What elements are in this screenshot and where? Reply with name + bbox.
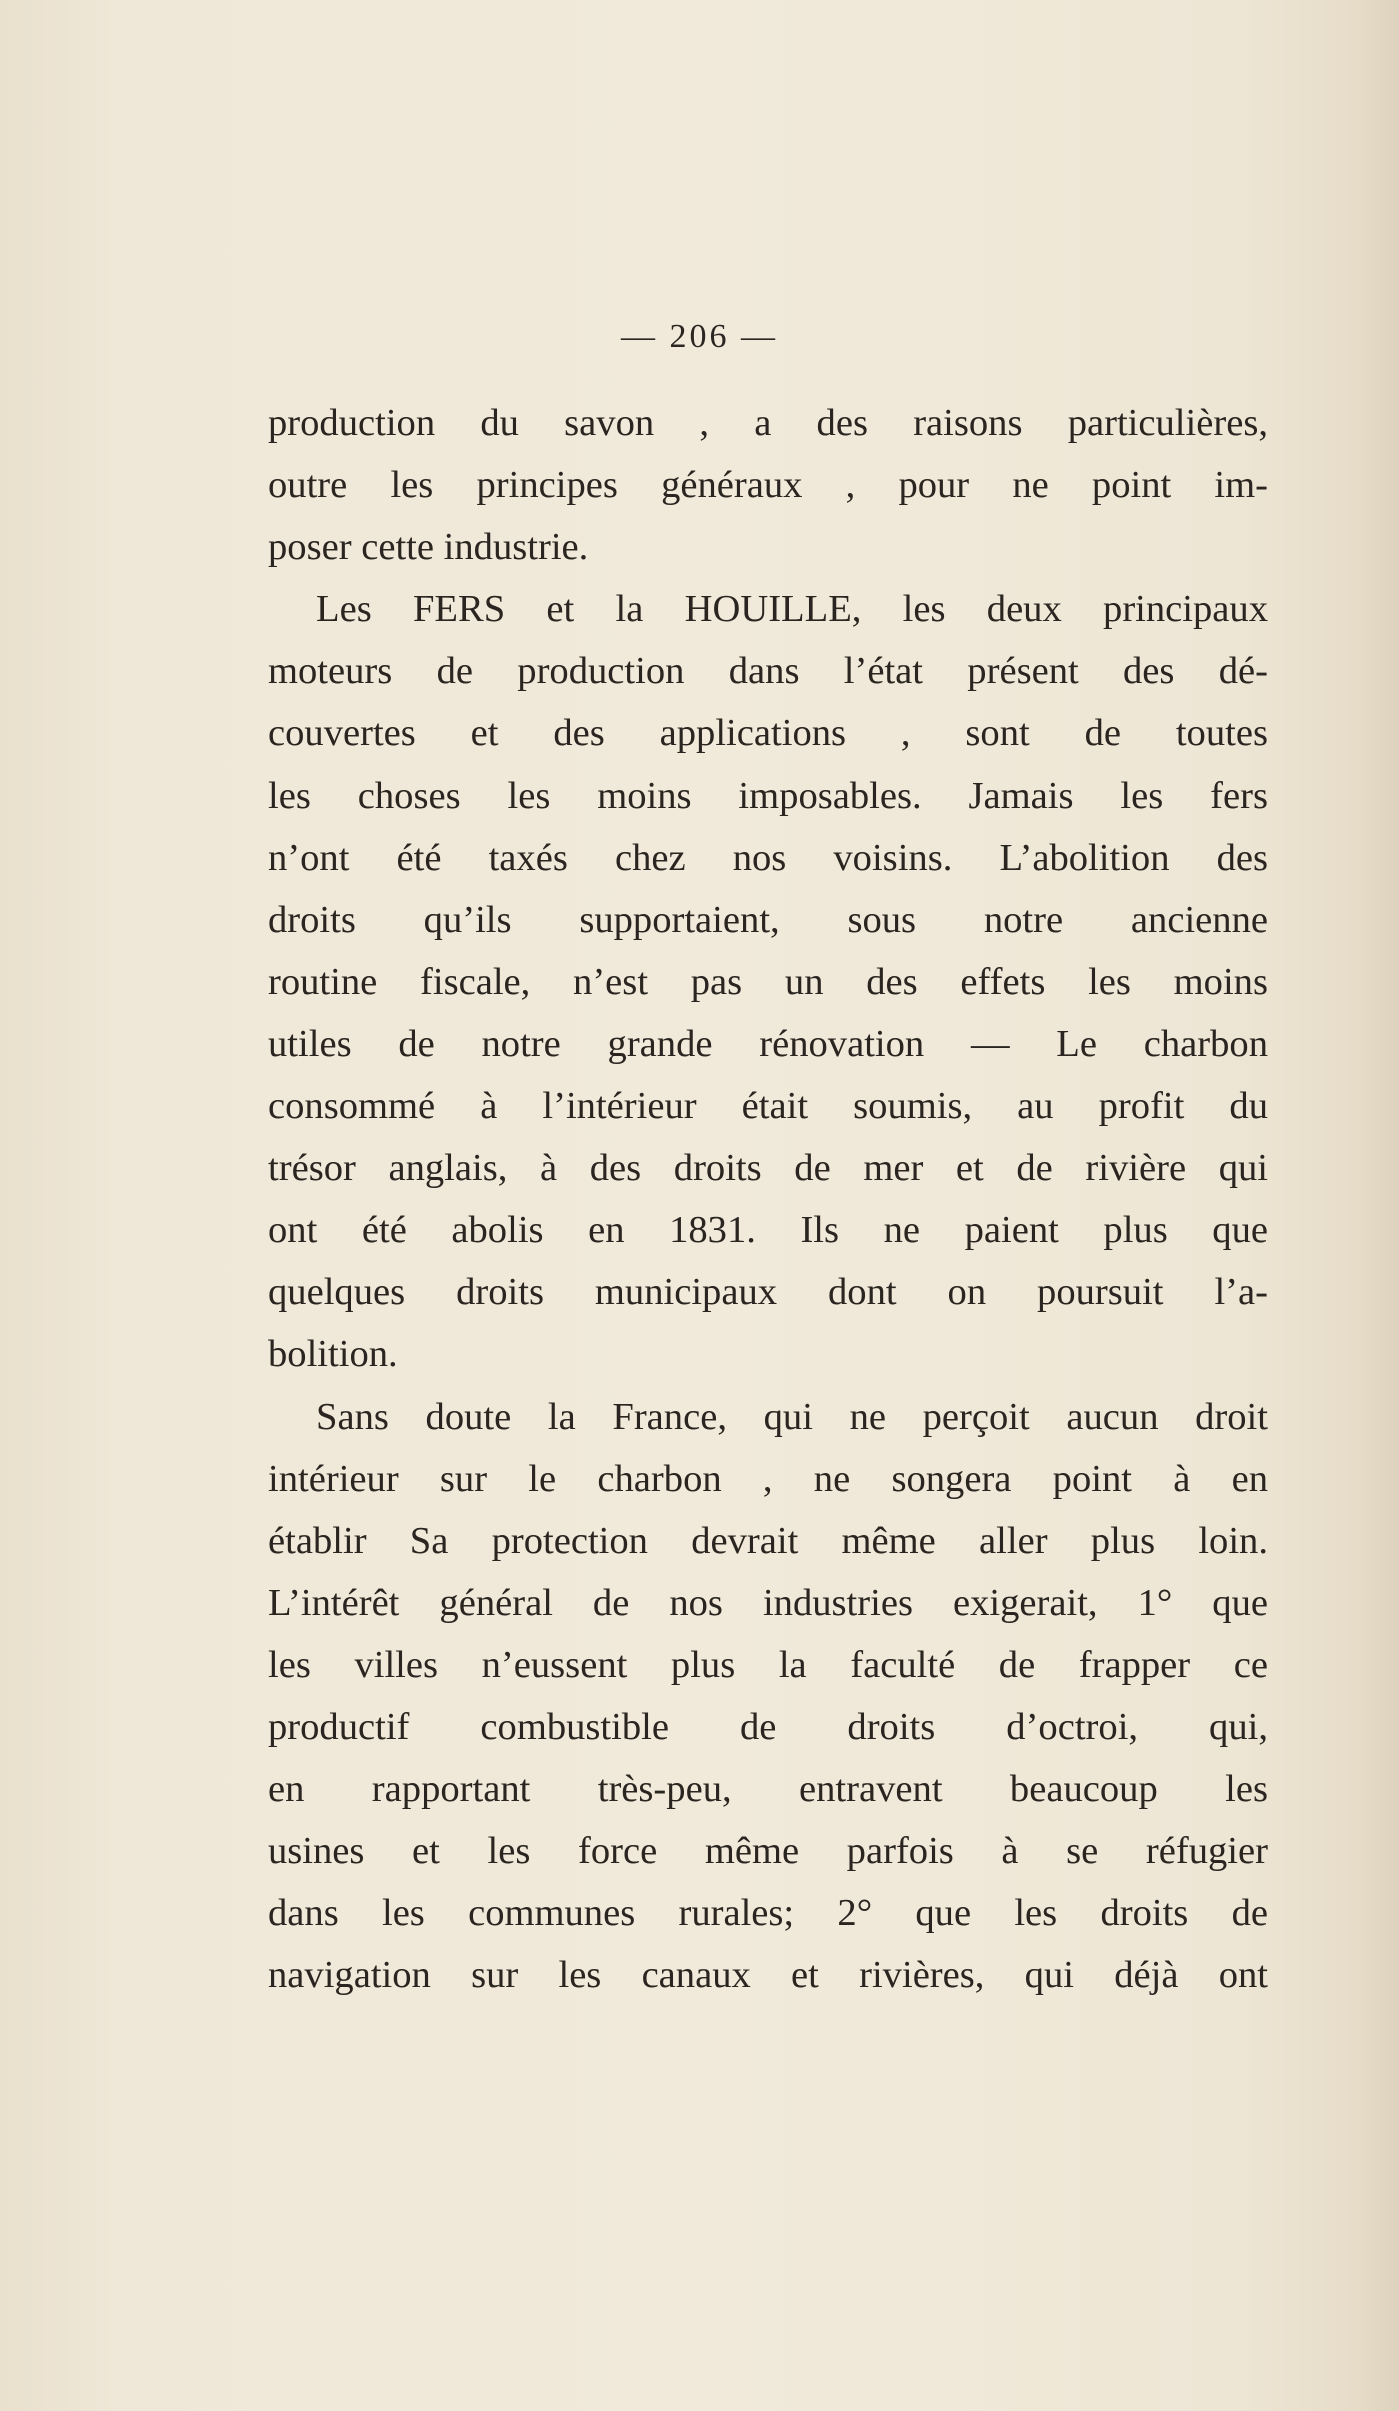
text-line: droits qu’ils supportaient, sous notre ancienne <box>268 898 1268 941</box>
body-text <box>268 392 1268 2006</box>
text-line: Sans doute la France, qui ne perçoit aucun droit <box>316 1395 1268 1438</box>
text-line: L’intérêt général de nos industries exigerait, 1° que <box>268 1581 1268 1624</box>
text-line: trésor anglais, à des droits de mer et de rivière qui <box>268 1147 1268 1190</box>
text-line: Les FERS et la HOUILLE, les deux principaux <box>316 588 1268 631</box>
text-line: usines et les force même parfois à se réfugier <box>268 1830 1268 1873</box>
text-line: intérieur sur le charbon , ne songera point à en <box>268 1457 1268 1500</box>
text-line: utiles de notre grande rénovation — Le charbon <box>268 1022 1268 1065</box>
text-line: moteurs de production dans l’état présent des dé- <box>268 650 1268 693</box>
text-line: quelques droits municipaux dont on poursuit l’a- <box>268 1271 1268 1314</box>
text-line: navigation sur les canaux et rivières, qui déjà ont <box>268 1954 1268 1997</box>
text-line: couvertes et des applications , sont de toutes <box>268 712 1268 755</box>
text-line: outre les principes généraux , pour ne point im- <box>268 464 1268 507</box>
text-line: routine fiscale, n’est pas un des effets les moins <box>268 960 1268 1003</box>
text-line: en rapportant très-peu, entravent beaucoup les <box>268 1768 1268 1811</box>
text-line: production du savon , a des raisons particulières, <box>268 402 1268 444</box>
text-line: les villes n’eussent plus la faculté de frapper ce <box>268 1643 1268 1686</box>
page-number: — 206 — <box>621 318 778 355</box>
text-line: les choses les moins imposables. Jamais les fers <box>268 774 1268 817</box>
text-line: bolition. <box>268 1333 398 1376</box>
text-line: établir Sa protection devrait même aller plus loin. <box>268 1519 1268 1562</box>
text-line: productif combustible de droits d’octroi, qui, <box>268 1705 1268 1748</box>
text-line: n’ont été taxés chez nos voisins. L’abolition des <box>268 836 1268 879</box>
text-line: dans les communes rurales; 2° que les droits de <box>268 1892 1268 1935</box>
text-line: ont été abolis en 1831. Ils ne paient plus que <box>268 1209 1268 1252</box>
text-line: poser cette industrie. <box>268 526 589 569</box>
text-line: consommé à l’intérieur était soumis, au profit du <box>268 1085 1268 1128</box>
